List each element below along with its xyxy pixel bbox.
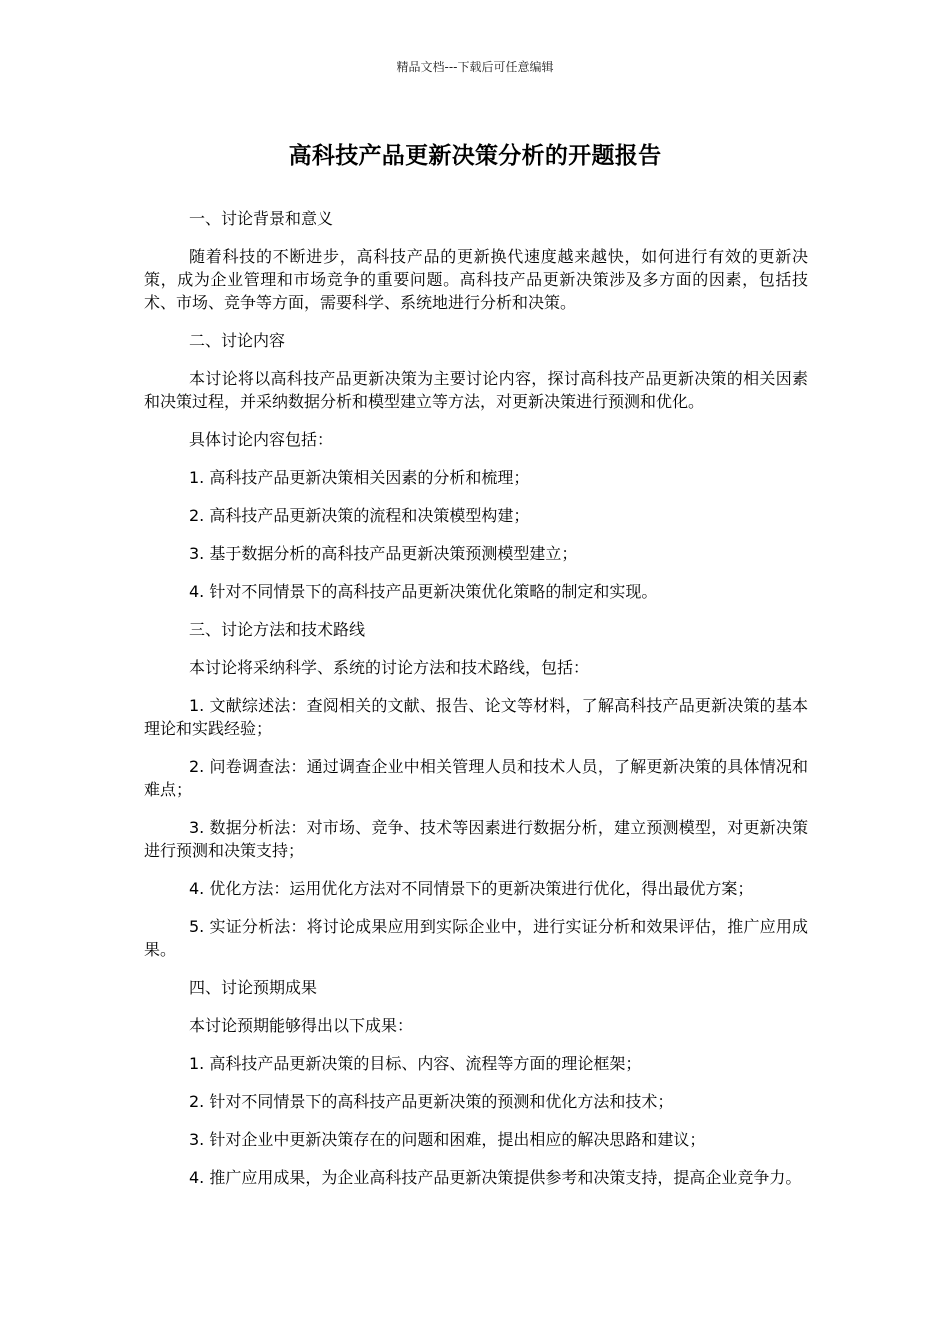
section-heading-methods: 三、讨论方法和技术路线 <box>189 620 366 639</box>
paragraph-content-intro: 本讨论将以高科技产品更新决策为主要讨论内容，探讨高科技产品更新决策的相关因素和决策过程，并采纳数据分析和模型建立等方法，对更新决策进行预测和优化。 <box>144 369 808 411</box>
paragraph-content-lead: 具体讨论内容包括： <box>189 430 334 449</box>
list-item-methods-5: 5. 实证分析法：将讨论成果应用到实际企业中，进行实证分析和效果评估，推广应用成果。 <box>144 917 808 959</box>
list-item-content-2: 2. 高科技产品更新决策的流程和决策模型构建； <box>189 506 530 525</box>
document-title: 高科技产品更新决策分析的开题报告 <box>288 143 662 169</box>
list-item-content-3: 3. 基于数据分析的高科技产品更新决策预测模型建立； <box>189 544 578 563</box>
header-note: 精品文档---下载后可任意编辑 <box>396 60 554 74</box>
list-item-outcomes-2: 2. 针对不同情景下的高科技产品更新决策的预测和优化方法和技术； <box>189 1092 674 1111</box>
document-body <box>144 207 808 1204</box>
list-item-methods-4: 4. 优化方法：运用优化方法对不同情景下的更新决策进行优化，得出最优方案； <box>189 879 754 898</box>
paragraph-methods-lead: 本讨论将采纳科学、系统的讨论方法和技术路线，包括： <box>189 658 590 677</box>
list-item-outcomes-4: 4. 推广应用成果，为企业高科技产品更新决策提供参考和决策支持，提高企业竞争力。 <box>189 1168 802 1187</box>
list-item-methods-2: 2. 问卷调查法：通过调查企业中相关管理人员和技术人员，了解更新决策的具体情况和难点； <box>144 757 808 799</box>
paragraph-outcomes-lead: 本讨论预期能够得出以下成果： <box>189 1016 414 1035</box>
section-heading-content: 二、讨论内容 <box>189 331 286 350</box>
list-item-outcomes-3: 3. 针对企业中更新决策存在的问题和困难，提出相应的解决思路和建议； <box>189 1130 706 1149</box>
paragraph-background: 随着科技的不断进步，高科技产品的更新换代速度越来越快，如何进行有效的更新决策，成为企业管理和市场竞争的重要问题。高科技产品更新决策涉及多方面的因素，包括技术、市场、竞争等方面，需要科学、系统地进行分析和决策。 <box>144 247 808 312</box>
list-item-content-1: 1. 高科技产品更新决策相关因素的分析和梳理； <box>189 468 530 487</box>
section-heading-outcomes: 四、讨论预期成果 <box>189 978 318 997</box>
list-item-methods-3: 3. 数据分析法：对市场、竞争、技术等因素进行数据分析，建立预测模型，对更新决策进行预测和决策支持； <box>144 818 808 860</box>
list-item-content-4: 4. 针对不同情景下的高科技产品更新决策优化策略的制定和实现。 <box>189 582 658 601</box>
list-item-methods-1: 1. 文献综述法：查阅相关的文献、报告、论文等材料，了解高科技产品更新决策的基本理论和实践经验； <box>144 696 808 738</box>
list-item-outcomes-1: 1. 高科技产品更新决策的目标、内容、流程等方面的理论框架； <box>189 1054 642 1073</box>
section-heading-background: 一、讨论背景和意义 <box>189 209 334 228</box>
